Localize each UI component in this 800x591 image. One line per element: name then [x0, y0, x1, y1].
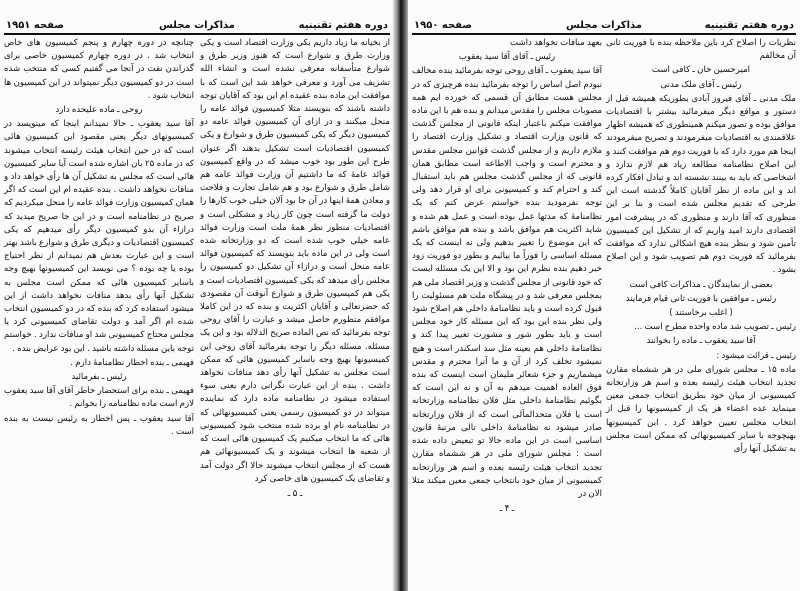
- speaker-line: بعضی از نمایندگان ـ مذاکرات کافی است: [629, 279, 773, 290]
- volume-label: دوره هفتم تقنینیه: [704, 20, 794, 31]
- paragraph: فهیمی ـ بنده اخطار نظامنامهٔ دارم .: [70, 357, 194, 368]
- column-footer: ـ ۵ ـ: [287, 488, 303, 499]
- paragraph: آقا سید یعقوب ـ پس اخطار به رئیس نیست به بنده است .: [4, 413, 194, 437]
- paragraph: بعهد منافات نخواهد داشت: [510, 38, 602, 48]
- paragraph: ماده ۱۵ ـ مجلس شورای ملی در هر ششماه مقارن تجدید انتخاب هیئت رئیسه بعده و اسم هر وزارتخانه کمیسیونی از میان خود بطریق انتخاب جمعی معین مینماید عده اعضاء هر یک از کمیسیونها را قبل از انتخاب مجلس تعیین خواهد کرد . این کمیسیونها بهیچوجه با سایر کمیسیونهائی که ممکن است مجلس به تشکیل آنها رأی: [606, 364, 796, 455]
- text-column-left: [412, 37, 602, 515]
- speaker-line: امیرحسین خان ـ کافی است: [651, 65, 751, 76]
- text-column-right: [200, 37, 390, 500]
- volume-label: دوره هفتم تقنینیه: [298, 20, 388, 31]
- paragraph: آقا سید یعقوب ـ حالا نمیدانم اینجا که مینویسد در کمیسیونهای دیگر یعنی مقصود این کمیسیون هائی است که در حین انتخاب هیئت رئیسه انتخاب میشوند که در ماده ۲۵ بان اشاره شده است آیا سایر کمیسیون هائی است که مجلس به تشکیل آن ها رأی خواهد داد و منافات نخواهد داشت . بنده عقیده ام این است که اگر همان کمیسیون وزارت فوائد عامه را منحل میکردیم که صریح در نظامنامه است و در این جا صریح میدید که درازاء آن بدو کمیسیون دیگر رأی میدهیم که یکی کمیسیون اقتصادیات و دیگری طرق و شوارع باشد بهتر است و این عبارت بعدش هم نمیدانم از نظر احتیاج بوده یا چه بوده ؟ می نویسد این کمیسیونها بهیچ وجه باسایر کمیسیون هائی که ممکن است مجلس به تشکیل آنها رأی بدهد منافات نخواهد داشت از این میشود استفاده کرد که بنده که در دو کمیسیون انتخاب شده ام اگر آمد و دولت تقاضای کمیسیونی کرد یا مجلس محتاج کمیسیونی شد او منافات ندارد . خواستم توجه باین مسئله داشته باشید . این بود عرایض بنده .: [4, 119, 195, 354]
- speaker-line: ( اغلب برخاستند ): [669, 308, 733, 319]
- speaker-line: آقا سید یعقوب ـ ماده را بخوانند: [646, 336, 756, 347]
- text-column-right: [606, 37, 796, 457]
- speaker-line: رئیس ـ بفرمائید: [71, 372, 127, 383]
- speaker-line: رئیس ـ آقای ملک مدنی: [660, 79, 742, 90]
- paragraph: چنانچه در دوره چهارم و پنجم کمیسیون های خاص انتخاب شد . در دوره چهارم کمیسیون خاصی برای گذراندن نفت در آنجا می گفتیم کسی که منتخب شده است در دو کمیسیون دیگر نمیتواند در این کمیسیون ها انتخاب شود .: [4, 38, 194, 101]
- speaker-line: رئیس ـ موافقین با فوریت ثانی قیام فرمایند: [625, 293, 777, 304]
- paragraph: رئیس ـ قرائت میشود :: [716, 350, 796, 361]
- page-number: صفحه ۱۹۵۰: [414, 20, 473, 31]
- page-number: صفحه ۱۹۵۱: [6, 20, 65, 31]
- speaker-line: رئیس ـ آقای آقا سید یعقوب: [458, 52, 556, 63]
- page-header: [414, 20, 794, 34]
- speaker-line: روحی ـ ماده علیحده دارد: [55, 105, 143, 116]
- header-title: مذاکرات مجلس: [565, 20, 643, 31]
- paragraph: فهیمی ـ بنده برای استحضار خاطر آقای آقا سید یعقوب لازم است ماده نظامنامه را بخوانم .: [4, 386, 194, 410]
- left-page: [0, 0, 394, 591]
- header-rule: [412, 33, 796, 35]
- header-title: مذاکرات مجلس: [158, 20, 236, 31]
- header-rule: [4, 33, 390, 35]
- right-page: [408, 0, 800, 591]
- paragraph: نظریات را اصلاح کرد باین ملاحظه بنده با فوریت ثانی آن مخالفم: [606, 38, 796, 62]
- paragraph: آقا سید یعقوب ـ آقای روحی توجه بفرمائید بنده مخالف نبودم اصل اساس را توجه بفرمائید بنده هرچیزی که در مجلس هست مطابق آن قسمی که خورده ایم همه مصوبات مجلس را مقدس میدانم و بنده هم با این ماده موافقت میکنم باعتبار اینکه قانونی از مجلس گذشت که قانون وزارت اقتصاد و تشکیل وزارت اقتصاد را ملازم داریم و از مجلس گذشت قوانین مجلس مقدس و محترم است و واجب الاطاعه است مطابق همان قانونی که از مجلس گذشت مجلس هم باید استقبال کند و احترام کند و کمیسیونی برای او قرار دهد ولی توجه نفرمودید بنده خواستم عرض کنم که یک نظامنامهٔ که مدتها عمل بوده است و عمل هم شده و شاید اکثریت هم موافق باشد و بنده هم موافق باشم که این موضوع را تغییر بدهیم ولی نه اینست که یک مسئله اساسی را فوراً ما بیائیم و بطور دو فوریت زود خبر دهیم بنده نظرم این بود و الا این یک مسئله ایست که خود قانونی از مجلس گذشت و وزیر اقتصاد ملی هم بمجلس معرفی شد و در پیشگاه ملت هم مسئولیت را قبول کرده است و باید نظامنامهٔ داخلی هم اصلاح شود ولی نظر بنده این بود که این مسئله کار خود مجلس است و باید بطور شور و مشورت تغییر پیدا کند و نظامنامهٔ داخلی هم بعینه مثل سد اسکندر است و هیچ نمیشود تخلف کرد از آن و ما آنرا محترم و مقدس میشماریم و جزء شعائر ملیمان است اینست که بنده فوق العاده اهمیت میدهم به آن و نه این است که بگوئیم نظامنامهٔ داخلی مثل فلان نظامنامه وزارتخانه است یا فلان متحدالمآلی است که از فلان وزارتخانه صادر میشود نه نظامنامهٔ داخلی تالی مرتبهٔ قانون اساسی است در این ماده حالا تو تبعیض داده شده است : مجلس شورای ملی در هر ششماه مقارن تجدید انتخاب هیئت رئیسه بعده و اسم هر وزارتخانه کمیسیونی از میان خود بانتخاب جمعی معین میکند مثلا الان در: [412, 66, 602, 499]
- paragraph: رئیس ـ تصویب شد ماده واحده مطرح است ...: [634, 322, 796, 333]
- page-header: [6, 20, 388, 34]
- paragraph: ملک مدنی ـ آقای فیروز آبادی بطوریکه همیشه قبل از دستور و مواقع دیگر میفرمائید بیشتر با اقتصادیات موافق بوده و تصور میکنم همینطوری که همیشه اظهار علاقمندی به اقتصادیات میفرمودند و تصریح میفرمودند اینجا هم مورد دارد که با فوریت دوم هم موافقت کنند و این اصلاح نظامنامه مطالعه زیاد هم لازم ندارد و اشخاصی که باید به بینند نشسته اند و تبادل افکار کرده اند و این ماده از نظر آقایان کاملاً گذشته است این طرحی که تقدیم مجلس شده است و بنا بر این منظوری که آقا دارند و منظوری که در پیشرفت امور اقتصادی دارند امید واریم که از تشکیل این کمیسیون تأمین شود و بنظر بنده هیچ اشکالی ندارد که موافقت بفرمائید که فوریت دوم هم تصویب شود و این اصلاح بشود .: [606, 93, 796, 276]
- paragraph: از بخیانه ما زیاد داریم یکی وزارت اقتصاد است و یکی وزارت طرق و شوارع است که هنوز وزیر طرق و شوارع متأسفانه معرفی نشده است و انشاء الله تشریف می آورد و معرفی خواهد شد این است که با موافقت این ماده بنده عقیده ام این بود که آقایان توجه داشته باشند که بنویسند مثلا کمیسیون فوائد عامه را منحل میکنند و در ازای آن کمیسیون فوائد عامه دو کمیسیون دیگر که یکی کمیسیون طرق و شوارع و یکی کمیسیون اقتصادیات است تشکیل بدهند اگر عنوان طرح این طور بود خوب میشد که در واقع کمیسیون فوائد عامهٔ که ما داشتیم آن وزارت فوائد عامه هم شامل طرق و شوارع بود و هم شامل تجارت و فلاحت و معادن همهٔ اینها در آن جا بود آلان خیلی خوب کارها را دولت ما گرفته است چون کار زیاد و مشکلی است و اقتصادیات منظور نظر همهٔ ملت است وزارت فوائد عامه خیلی خوب شده است که دو وزارتخانه شده است ولی در این ماده باید بنویسند که کمیسیون فوائد عامه منحل است و درازاء آن تشکیل دو کمیسیون را مجلس رأی میدهد که یکی کمیسیون اقتصادیات است و یکی هم کمیسیون طرق و شوارع آنوقت آن مقصودی که حضرتعالی و آقایان اکثریت و بنده که در این کاملا موافقم منظورم حاصل میشد و عبارت را آقای روحی توجه بفرمائید که نص الماده صریح الدلاله بود و این یک مسئله. مسئله دیگر را توجه بفرمائید آقای روحی این کمیسیونها بهیچ وجه باسایر کمیسیون هائی که ممکن است مجلس به تشکیل آنها رأی دهد منافات نخواهد داشت . بنده از این عبارت نگرانی دارم یعنی سوء استفاده میشود در نظامنامه ماده دارد که نماینده میتواند در دو کمیسیون رسمی یعنی کمیسیونهائی که در نظامنامه نام او برده شده منتخب شود کمیسیونی هائی که ما انتخاب میکنیم یک کمیسیون هائی است که از شعبه ها انتخاب میشوند و یک کمیسیونهائی هم هست که از مجلس انتخاب میشوند حالا اگر دولت آمد و تقاضای یک کمیسیون های خاصی کرد: [200, 38, 390, 484]
- text-column-left: [4, 37, 194, 440]
- column-footer: ـ ۴ ـ: [499, 504, 515, 515]
